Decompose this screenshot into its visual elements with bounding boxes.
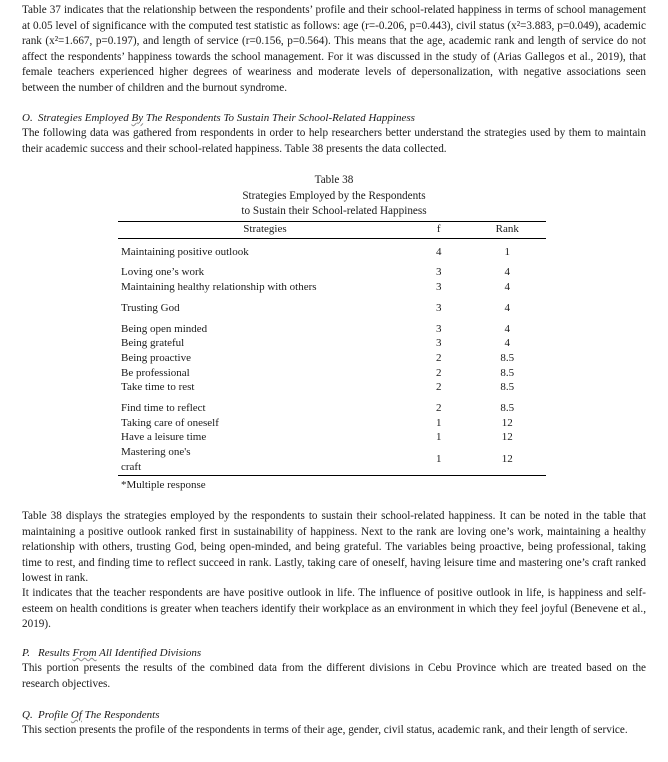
strategy-cell: Being proactive xyxy=(121,351,191,364)
f-cell: 2 xyxy=(435,366,442,379)
table-row xyxy=(118,336,546,351)
strategy-line2: craft xyxy=(121,460,142,473)
table-footnote: *Multiple response xyxy=(121,479,206,491)
strategy-line1: Mastering one's xyxy=(121,446,191,459)
table-number: Table 38 xyxy=(314,174,354,186)
section-q-paragraph: This section presents the profile of the respondents in terms of their age, gender, civil status, academic rank, and their length of service. xyxy=(22,724,628,736)
f-cell: 3 xyxy=(435,322,442,335)
f-cell: 1 xyxy=(435,416,442,429)
strategy-cell: Being open minded xyxy=(121,322,208,335)
f-cell: 2 xyxy=(435,381,442,394)
rank-cell: 8.5 xyxy=(500,366,515,379)
f-cell: 3 xyxy=(435,266,442,279)
table-row xyxy=(118,351,546,366)
strategy-cell: Trusting God xyxy=(121,301,180,314)
rank-cell: 4 xyxy=(504,337,510,350)
rank-cell: 12 xyxy=(501,416,513,429)
table-title-line1: Strategies Employed by the Respondents xyxy=(242,190,426,202)
f-cell: 1 xyxy=(435,431,442,444)
table-row xyxy=(118,430,546,445)
discussion-paragraph-2: It indicates that the teacher respondents are have positive outlook in life. The influence of positive outlook in life, is happiness and self-esteem on health conditions is greater when teachers identify their workplace as an environment in which they feel joyful (Benevene et al., 2019). xyxy=(22,587,646,630)
strategy-cell: Maintaining positive outlook xyxy=(121,245,249,258)
strategy-cell: Have a leisure time xyxy=(121,431,207,444)
f-cell: 1 xyxy=(409,445,469,475)
section-o-title-after: The Respondents To Sustain Their School-Related Happiness xyxy=(145,112,415,124)
section-o-title-underlined: By xyxy=(131,112,144,124)
table-row xyxy=(118,366,546,381)
strategy-cell: Be professional xyxy=(121,366,190,379)
discussion-paragraph-1: Table 38 displays the strategies employed by the respondents to sustain their school-related happiness. It can be noted in the table that maintaining a positive outlook ranked first in sustainability of happiness. Next to the rank are loving one’s work, maintaining a healthy relationship with others, trusting God, being open-minded, and being grateful. The variables being proactive, being professional, taking time to rest, and finding time to reflect succeed in rank. Lastly, taking care of oneself, having leisure time and mastering one’s craft ranked lowest in rank. xyxy=(22,510,646,584)
strategy-cell: Loving one’s work xyxy=(121,266,205,279)
table-row xyxy=(118,380,546,395)
rank-cell: 8.5 xyxy=(500,381,515,394)
rank-cell: 12 xyxy=(501,431,513,444)
header-strategies: Strategies xyxy=(118,222,409,239)
rank-cell: 4 xyxy=(504,301,510,314)
table-title-line2: to Sustain their School-related Happiness xyxy=(241,205,427,217)
f-cell: 3 xyxy=(435,301,442,314)
strategy-cell: Maintaining healthy relationship with others xyxy=(121,281,317,294)
section-q-title-underlined: Of xyxy=(70,709,82,721)
rank-cell: 8.5 xyxy=(500,351,515,364)
section-p-title-underlined: From xyxy=(72,647,97,659)
strategy-cell: Being grateful xyxy=(121,337,185,350)
table-row xyxy=(118,445,546,475)
table-row xyxy=(118,280,546,295)
section-p-title-before: Results xyxy=(38,647,70,659)
table-row xyxy=(118,245,546,260)
f-cell: 4 xyxy=(435,245,442,258)
rank-cell: 1 xyxy=(504,245,510,258)
rank-cell: 4 xyxy=(504,281,510,294)
section-p-heading xyxy=(22,646,201,662)
section-p-title-after: All Identified Divisions xyxy=(99,647,202,659)
section-q-title-before: Profile xyxy=(38,709,69,721)
rank-cell: 12 xyxy=(468,445,546,475)
rank-cell: 4 xyxy=(504,266,510,279)
table-row xyxy=(118,301,546,316)
strategies-table xyxy=(118,221,546,476)
intro-paragraph: Table 37 indicates that the relationship between the respondents’ profile and their school-related happiness in terms of school management at 0.05 level of significance with the computed test statistic as follows: age (r=-0.206, p=0.443), civil status (x²=3.883, p=0.049), academic rank (x²=1.667, p=0.197), and length of service (r=0.156, p=0.564). This means that the age, academic rank and length of service do not affect the respondents’ happiness towards the school management. For it was discussed in the study of (Arias Gallegos et al., 2019), that female teachers experienced higher degrees of weariness and moderate levels of depersonalization, with negative associations seen between the number of children and the burnout syndrome. xyxy=(22,4,646,94)
f-cell: 2 xyxy=(435,402,442,415)
section-p-paragraph: This portion presents the results of the combined data from the different divisions in Cebu Province which are treated based on the research objectives. xyxy=(22,662,646,690)
table-row xyxy=(118,401,546,416)
f-cell: 2 xyxy=(435,351,442,364)
section-o-title-before: Strategies Employed xyxy=(38,112,129,124)
section-o-heading xyxy=(22,111,415,127)
table-row xyxy=(118,265,546,280)
strategy-cell: Find time to reflect xyxy=(121,402,206,415)
strategy-cell xyxy=(118,445,409,475)
header-f: f xyxy=(409,222,469,239)
section-q-title-after: The Respondents xyxy=(84,709,160,721)
section-o-paragraph: The following data was gathered from respondents in order to help researchers better understand the strategies used by them to maintain their academic success and their school-related happiness. Table 38 presents the data collected. xyxy=(22,127,646,155)
f-cell: 3 xyxy=(435,281,442,294)
section-q-letter: Q. xyxy=(22,709,33,721)
header-rank: Rank xyxy=(468,222,546,239)
table-row xyxy=(118,322,546,337)
section-o-letter: O. xyxy=(22,112,33,124)
rank-cell: 4 xyxy=(504,322,510,335)
table-row xyxy=(118,416,546,431)
rank-cell: 8.5 xyxy=(500,402,515,415)
table-header-row xyxy=(118,222,546,239)
section-q-heading xyxy=(22,708,160,724)
strategy-cell: Take time to rest xyxy=(121,381,195,394)
strategy-cell: Taking care of oneself xyxy=(121,416,219,429)
section-p-letter: P. xyxy=(22,647,31,659)
f-cell: 3 xyxy=(435,337,442,350)
